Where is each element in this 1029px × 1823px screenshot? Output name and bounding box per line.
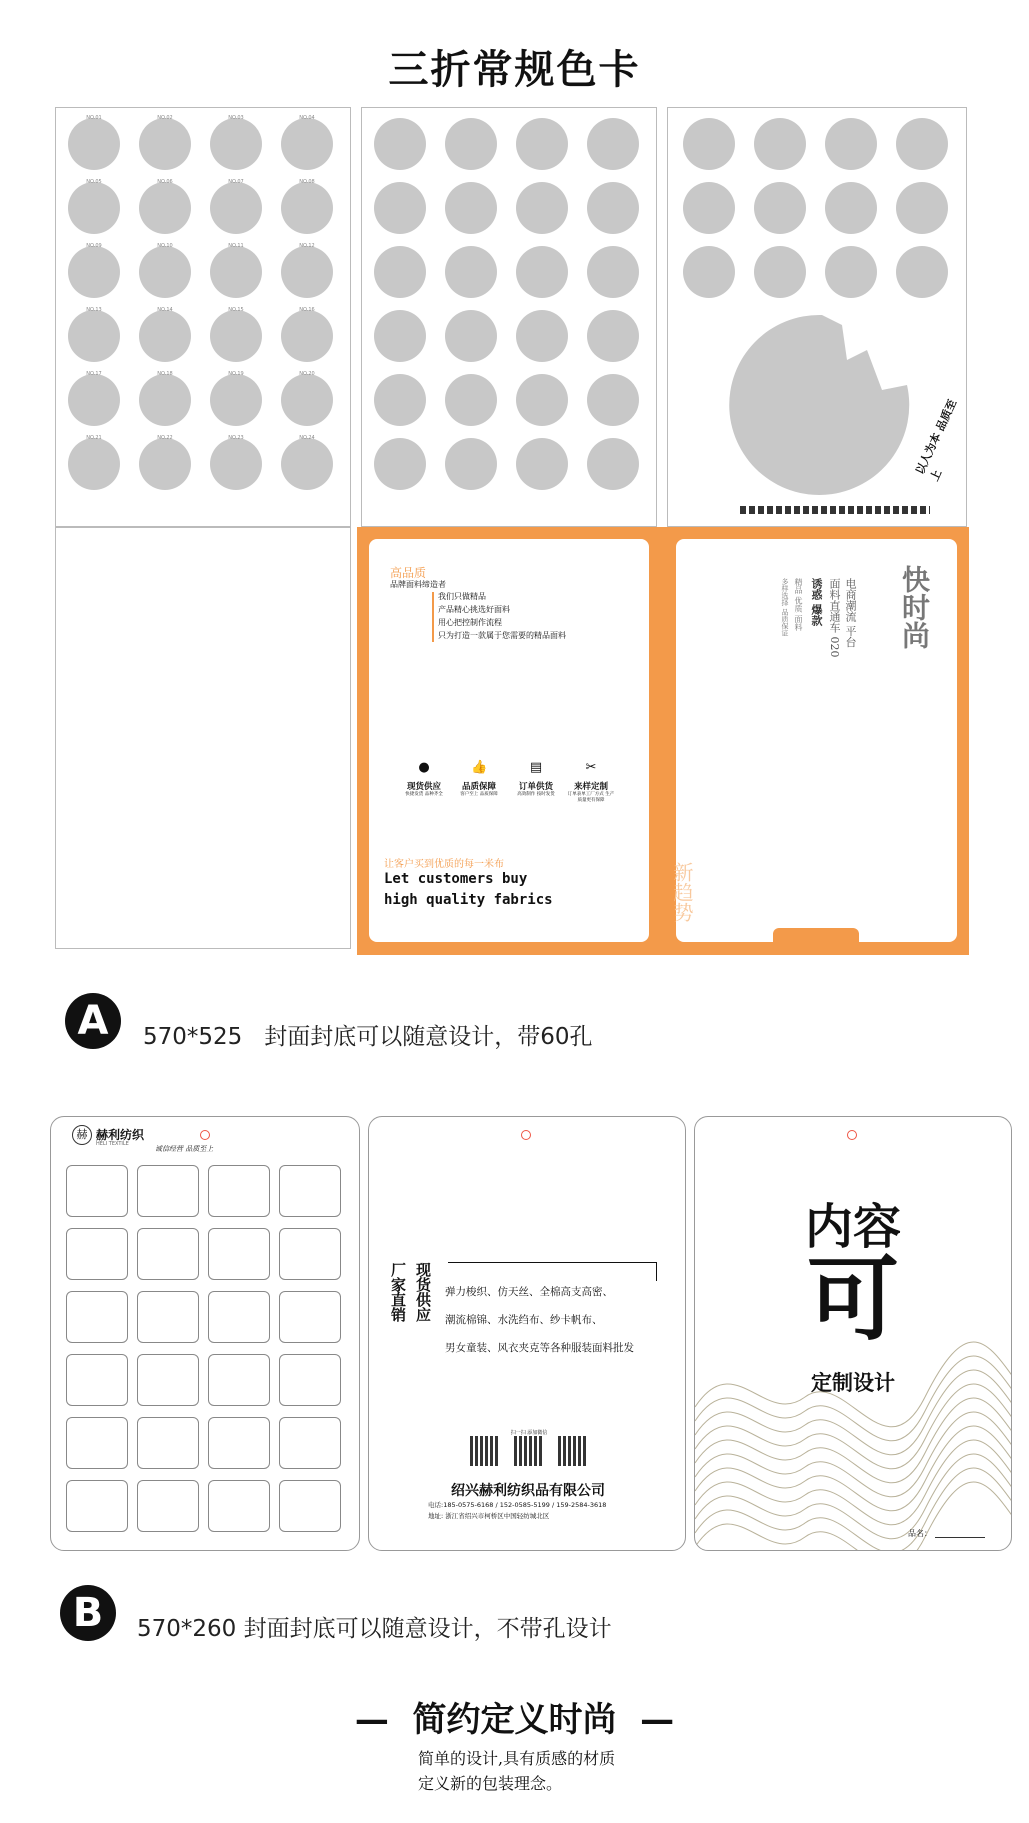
- swatch-circle: [445, 310, 497, 362]
- swatch-circle: [516, 310, 568, 362]
- swatch-label: NO.09: [86, 243, 102, 249]
- swatch-circle: [210, 182, 262, 234]
- swatch-circle: [139, 310, 191, 362]
- swatch-label: NO.10: [157, 243, 173, 249]
- swatch-square: [208, 1291, 270, 1343]
- swatch-square: [279, 1291, 341, 1343]
- swatch-circle: [587, 182, 639, 234]
- quality-sub: 品牌面料缔造者: [390, 580, 446, 589]
- swatch-square: [66, 1480, 128, 1532]
- swatch-circle: [281, 374, 333, 426]
- swatch-square: [208, 1354, 270, 1406]
- swatch-label: NO.22: [157, 435, 173, 441]
- swatch-circle: [68, 118, 120, 170]
- swatch-label: NO.24: [299, 435, 315, 441]
- fine-print-strip: [740, 506, 930, 514]
- swatch-square: [279, 1165, 341, 1217]
- swatch-circle: [445, 374, 497, 426]
- swatch-circle: [516, 118, 568, 170]
- quality-line: 产品精心挑选好面料: [438, 605, 510, 614]
- swatch-label: NO.11: [228, 243, 244, 249]
- feature-desc: 快捷发货 品种齐全: [405, 792, 443, 797]
- qr-code-1: [470, 1436, 500, 1466]
- quality-lines: [438, 590, 566, 642]
- caption-b: 570*260 封面封底可以随意设计，不带孔设计: [137, 1616, 612, 1642]
- swatch-label: NO.12: [299, 243, 315, 249]
- swatch-square: [279, 1354, 341, 1406]
- cover-tab: [773, 928, 859, 942]
- swatch-circle: [896, 118, 948, 170]
- swatch-circle: [587, 246, 639, 298]
- swatch-label: NO.16: [299, 307, 315, 313]
- thumb-icon: 👍: [471, 760, 488, 775]
- swatch-square: [279, 1480, 341, 1532]
- swatch-circle: [516, 438, 568, 490]
- wholesale-lines: [445, 1278, 634, 1362]
- logo-icon: 赫: [72, 1125, 92, 1145]
- swatch-circle: [210, 374, 262, 426]
- company-name: 绍兴赫利纺织品有限公司: [451, 1483, 605, 1499]
- swatch-circle: [68, 310, 120, 362]
- cover-col-4: 精品 优质 面料: [794, 578, 803, 632]
- swatch-circle: [683, 118, 735, 170]
- swatch-circle: [281, 182, 333, 234]
- swatch-square: [208, 1417, 270, 1469]
- motto: 诚信经营 品质至上: [155, 1145, 214, 1153]
- swatch-circle: [516, 246, 568, 298]
- company-address: 地址: 浙江省绍兴市柯桥区中国轻纺城北区: [428, 1512, 550, 1520]
- swatch-label: NO.01: [86, 115, 102, 121]
- swatch-square: [208, 1165, 270, 1217]
- swatch-label: NO.23: [228, 435, 244, 441]
- wholesale-line: 弹力梭织、仿天丝、全棉高支高密、: [445, 1286, 613, 1298]
- swatch-circle: [281, 310, 333, 362]
- swatch-circle: [683, 182, 735, 234]
- cover-tab-text: 用心做工 好布精选: [786, 921, 846, 929]
- swatch-label: NO.07: [228, 179, 244, 185]
- quality-line: 用心把控制作流程: [438, 618, 502, 627]
- feature-desc: 高效制作 按时发货: [517, 792, 555, 797]
- footer-heading-row: [0, 1692, 1029, 1741]
- swatch-circle: [68, 438, 120, 490]
- quality-heading: 高品质: [390, 566, 427, 580]
- swatch-circle: [445, 438, 497, 490]
- swatch-label: NO.13: [86, 307, 102, 313]
- hang-hole-right: [847, 1130, 857, 1140]
- vertical-text-stock: 现货供应: [414, 1262, 432, 1322]
- cover-col-2: 面料直通车 020: [828, 578, 841, 658]
- vertical-text-factory: 厂家直销: [389, 1262, 407, 1322]
- swatch-circle: [445, 182, 497, 234]
- swatch-label: NO.04: [299, 115, 315, 121]
- logo-sub: HELI TEXTILE: [96, 1141, 129, 1147]
- product-name-label: 品名：: [908, 1529, 932, 1538]
- swatch-circle: [68, 182, 120, 234]
- swatch-circle: [374, 182, 426, 234]
- swatch-circle: [825, 246, 877, 298]
- wholesale-line: 男女童装、风衣夹克等各种服装面料批发: [445, 1342, 634, 1354]
- swatch-square: [66, 1291, 128, 1343]
- quality-accent-bar: [432, 592, 434, 642]
- footer-line-1: 简单的设计,具有质感的材质: [418, 1749, 616, 1768]
- swatch-label: NO.14: [157, 307, 173, 313]
- slogan-cn: 让客户买到优质的每一米布: [384, 859, 504, 870]
- swatch-circle: [374, 374, 426, 426]
- cover-big-character: 可: [806, 1246, 899, 1353]
- swatch-circle: [68, 246, 120, 298]
- swatch-circle: [587, 438, 639, 490]
- swatch-circle: [754, 118, 806, 170]
- swatch-circle: [374, 246, 426, 298]
- feature-title: 订单供货: [518, 782, 553, 792]
- swatch-square: [66, 1354, 128, 1406]
- swatch-circle: [587, 310, 639, 362]
- swatch-square: [66, 1228, 128, 1280]
- swatch-circle: [139, 118, 191, 170]
- swatch-circle: [68, 374, 120, 426]
- swatch-label: NO.03: [228, 115, 244, 121]
- footer-dash-left: —: [354, 1700, 413, 1740]
- stock-icon: ●: [418, 760, 430, 775]
- swatch-circle: [210, 438, 262, 490]
- page-title: 三折常规色卡: [388, 47, 641, 93]
- feature-desc: 客户至上 品质保障: [460, 792, 498, 797]
- swatch-circle: [587, 374, 639, 426]
- swatch-circle: [374, 310, 426, 362]
- swatch-label: NO.18: [157, 371, 173, 377]
- swatch-label: NO.20: [299, 371, 315, 377]
- cover-col-1: 电商潮流 平台: [844, 578, 857, 648]
- swatch-square: [66, 1165, 128, 1217]
- order-icon: ▤: [529, 760, 543, 775]
- swatch-circle: [139, 246, 191, 298]
- swatch-label: NO.15: [228, 307, 244, 313]
- swatch-square: [137, 1480, 199, 1532]
- swatch-circle: [210, 118, 262, 170]
- swatch-label: NO.17: [86, 371, 102, 377]
- slogan-en-2: high quality fabrics: [384, 892, 553, 908]
- cover-custom-design: 定制设计: [811, 1371, 895, 1395]
- footer-dash-right: —: [616, 1700, 675, 1740]
- swatch-square: [137, 1417, 199, 1469]
- swatch-circle: [281, 246, 333, 298]
- swatch-square: [137, 1354, 199, 1406]
- swatch-label: NO.08: [299, 179, 315, 185]
- swatch-label: NO.21: [86, 435, 102, 441]
- quality-line: 我们只做精品: [438, 592, 486, 601]
- qr-caption: 扫一扫 添加微信: [510, 1430, 548, 1436]
- caption-a: 570*525 封面封底可以随意设计，带60孔: [143, 1024, 593, 1050]
- swatch-circle: [516, 374, 568, 426]
- swatch-label: NO.05: [86, 179, 102, 185]
- swatch-circle: [445, 246, 497, 298]
- hang-hole-middle: [521, 1130, 531, 1140]
- cover-col-5: 多样选择 品质保证: [781, 578, 789, 637]
- swatch-circle: [825, 118, 877, 170]
- swatch-square: [208, 1228, 270, 1280]
- swatch-label: NO.02: [157, 115, 173, 121]
- large-swatch-circle: [727, 310, 917, 500]
- swatch-square: [208, 1480, 270, 1532]
- scissors-icon: ✂: [585, 760, 597, 775]
- badge-b: B: [60, 1585, 116, 1641]
- qr-code-2: [514, 1436, 544, 1466]
- swatch-circle: [896, 182, 948, 234]
- swatch-circle: [754, 246, 806, 298]
- swatch-circle: [374, 438, 426, 490]
- hang-hole-left: [200, 1130, 210, 1140]
- swatch-square: [137, 1228, 199, 1280]
- company-phone: 电话:185-0575-6168 / 152-0585-5199 / 159-2584-3618: [428, 1501, 607, 1509]
- swatch-circle: [139, 438, 191, 490]
- swatch-circle: [281, 438, 333, 490]
- swatch-square: [279, 1417, 341, 1469]
- cover-col-3: 诱惑 爆款: [810, 578, 823, 626]
- feature-title: 来样定制: [573, 782, 608, 792]
- swatch-circle: [587, 118, 639, 170]
- badge-a: A: [65, 993, 121, 1049]
- feature-title: 现货供应: [406, 782, 441, 792]
- cover-big-title: 快时尚: [898, 565, 931, 649]
- spine-text: 以人为本 品质至上: [913, 397, 960, 484]
- slogan-en-1: Let customers buy: [384, 871, 528, 887]
- wholesale-line: 潮流棉锦、水洗绉布、纱卡帆布、: [445, 1314, 603, 1326]
- swatch-circle: [683, 246, 735, 298]
- swatch-label: NO.06: [157, 179, 173, 185]
- swatch-circle: [374, 118, 426, 170]
- swatch-circle: [754, 182, 806, 234]
- cover-content-title: 内容: [804, 1199, 901, 1255]
- back-panel-blank: [55, 527, 351, 949]
- swatch-circle: [281, 118, 333, 170]
- feature-title: 品质保障: [461, 782, 496, 792]
- feature-desc: 订单表单工厂方式 生产 质量更有保障: [567, 792, 615, 803]
- swatch-circle: [445, 118, 497, 170]
- product-name-line: [935, 1537, 985, 1538]
- swatch-square: [137, 1165, 199, 1217]
- swatch-circle: [210, 310, 262, 362]
- footer-line-2: 定义新的包装理念。: [418, 1774, 563, 1793]
- swatch-square: [137, 1291, 199, 1343]
- quality-line: 只为打造一款属于您需要的精品面料: [438, 631, 566, 640]
- swatch-circle: [896, 246, 948, 298]
- footer-heading: 简约定义时尚: [412, 1700, 617, 1740]
- swatch-label: NO.19: [228, 371, 244, 377]
- cover-side-text: 新趋势: [670, 862, 694, 922]
- qr-code-3: [558, 1436, 588, 1466]
- swatch-circle: [516, 182, 568, 234]
- swatch-circle: [210, 246, 262, 298]
- swatch-square: [66, 1417, 128, 1469]
- swatch-circle: [139, 374, 191, 426]
- swatch-circle: [139, 182, 191, 234]
- logo-text: 赫利纺织: [96, 1128, 145, 1142]
- swatch-square: [279, 1228, 341, 1280]
- swatch-circle: [825, 182, 877, 234]
